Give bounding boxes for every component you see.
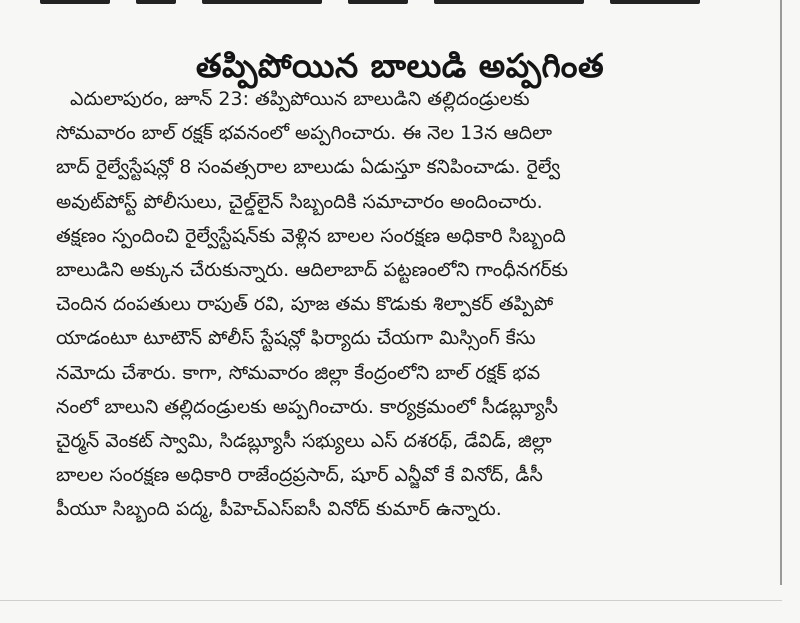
- column-divider: [780, 0, 782, 585]
- article-headline: తప్పిపోయిన బాలుడి అప్పగింత: [195, 46, 605, 86]
- article-line: నంలో బాలుని తల్లిదండ్రులకు అప్పగించారు. కార్యక్రమంలో సీడబ్ల్యూసీ: [56, 395, 558, 418]
- article-line: బాలల సంరక్షణ అధికారి రాజేంద్రప్రసాద్, షూర్ ఎన్జీవో కే వినోద్, డీసీ: [56, 464, 543, 487]
- article-line: చెందిన దంపతులు రాపుత్ రవి, పూజ తమ కొడుకు శిల్పాకర్ తప్పిపో: [56, 293, 554, 316]
- article-line: నమోదు చేశారు. కాగా, సోమవారం జిల్లా కేంద్రంలోని బాల్ రక్షక్ భవ: [56, 361, 541, 384]
- article-line: సోమవారం బాల్ రక్షక్ భవనంలో అప్పగించారు. ఈ నెల 13న ఆదిలా: [56, 122, 553, 145]
- article-line: తక్షణం స్పందించి రైల్వేస్టేషన్‌కు వెళ్లిన బాలల సంరక్షణ అధికారి సిబ్బంది: [56, 224, 566, 247]
- article-line: పీయూ సిబ్బంది పద్మ, పీహెచ్ఎస్ఐసీ వినోద్ కుమార్ ఉన్నారు.: [56, 498, 502, 521]
- previous-article-fragment: [40, 0, 780, 6]
- article-line: యాడంటూ టూటౌన్ పోలీస్ స్టేషన్లో ఫిర్యాదు చేయగా మిస్సింగ్ కేసు: [56, 327, 536, 350]
- article-line: అవుట్‌పోస్ట్ పోలీసులు, చైల్డ్‌లైన్ సిబ్బందికి సమాచారం అందించారు.: [56, 190, 543, 213]
- article-body: [56, 82, 746, 526]
- clipping-bottom-edge: [0, 600, 782, 601]
- article-line: ఎదులాపురం, జూన్ 23: తప్పిపోయిన బాలుడిని తల్లిదండ్రులకు: [70, 88, 530, 110]
- article-line: బాలుడిని అక్కున చేరుకున్నారు. ఆదిలాబాద్ పట్టణంలోని గాంధీనగర్‌కు: [56, 258, 568, 281]
- article-line: బాద్ రైల్వేస్టేషన్లో 8 సంవత్సరాల బాలుడు ఏడుస్తూ కనిపించాడు. రైల్వే: [56, 156, 561, 179]
- article-line: చైర్మన్ వెంకట్ స్వామి, సిడబ్ల్యూసీ సభ్యులు ఎస్ దశరథ్, డేవిడ్, జిల్లా: [56, 429, 552, 452]
